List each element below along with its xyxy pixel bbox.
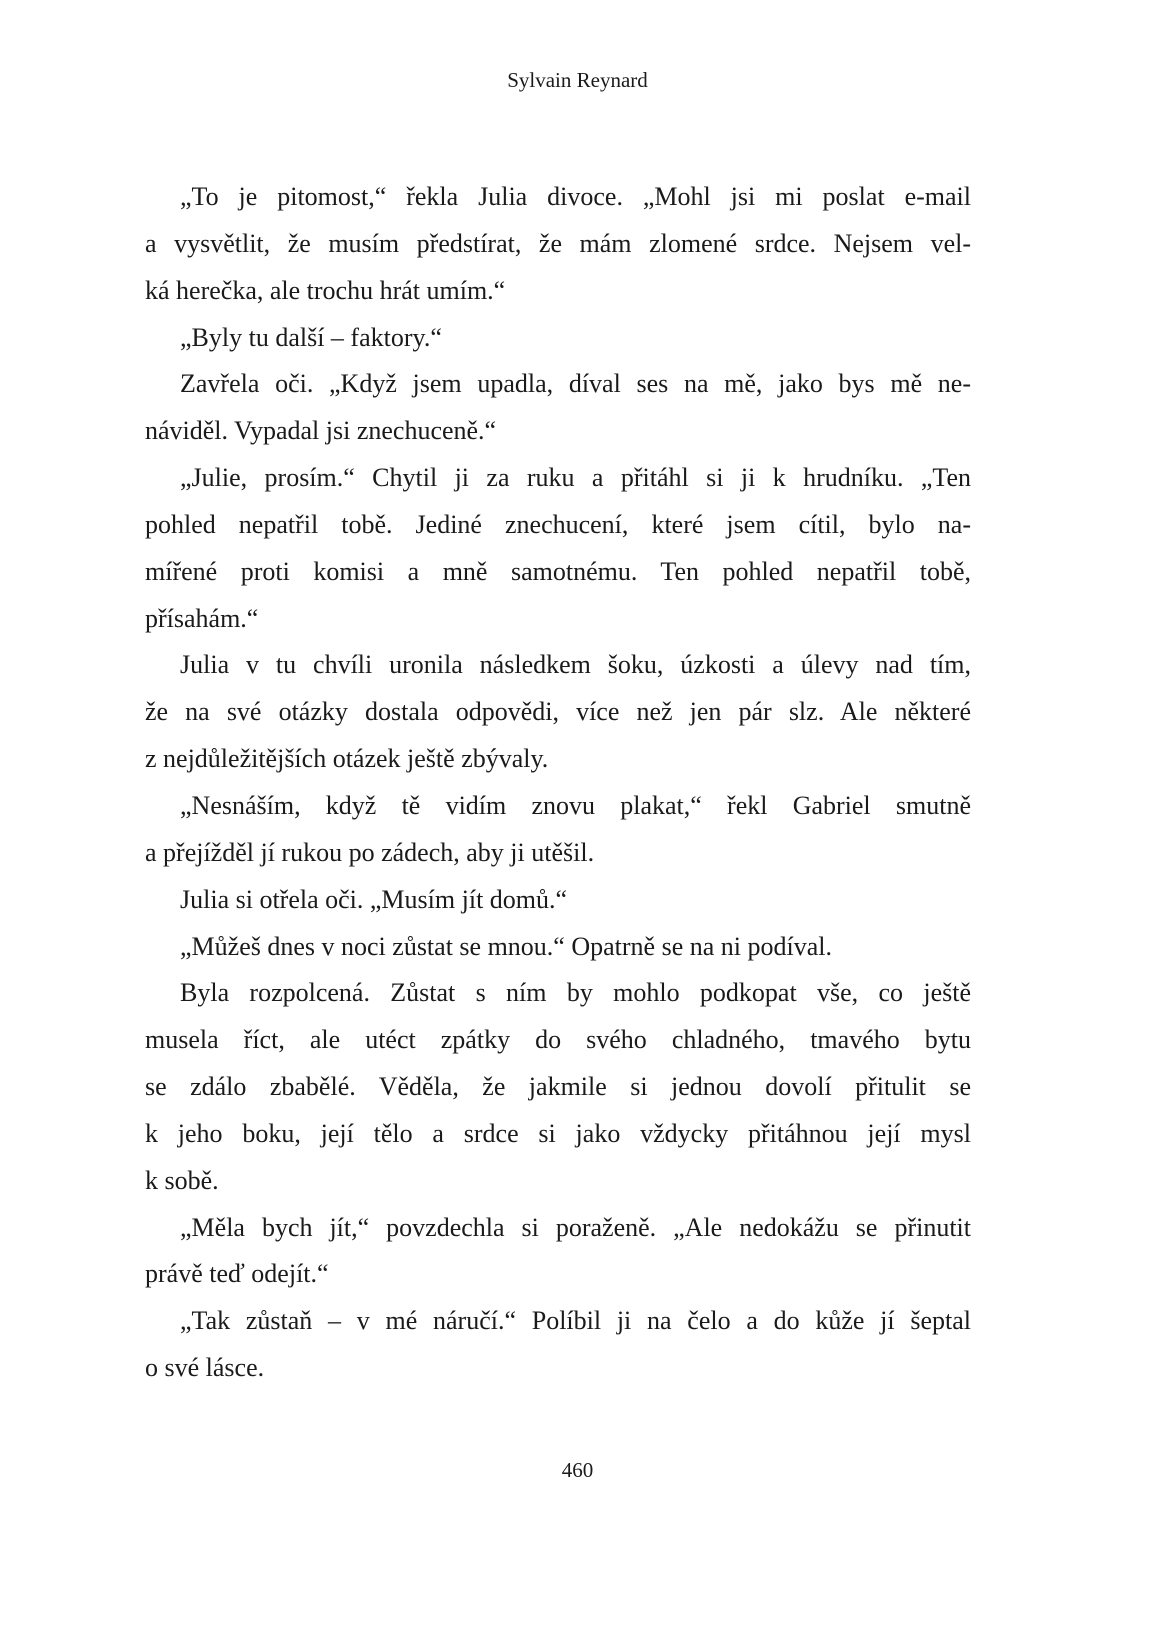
paragraph — [145, 1298, 971, 1392]
paragraph — [145, 877, 971, 924]
text-line: „Nesnáším, když tě vidím znovu plakat,“ řekl Gabriel smutně — [180, 790, 971, 820]
paragraph — [145, 455, 971, 642]
text-line: Julia v tu chvíli uronila následkem šoku, úzkosti a úlevy nad tím, — [180, 650, 971, 680]
paragraph — [145, 924, 971, 971]
paragraph — [145, 783, 971, 877]
text-line: k sobě. — [145, 1165, 219, 1195]
text-line: k jeho boku, její tělo a srdce si jako vždycky přitáhnou její mysl — [145, 1118, 971, 1148]
paragraph — [145, 1205, 971, 1299]
paragraph — [145, 642, 971, 783]
text-line: pohled nepatřil tobě. Jediné znechucení, které jsem cítil, bylo na- — [145, 509, 971, 539]
paragraph — [145, 361, 971, 455]
text-line: „To je pitomost,“ řekla Julia divoce. „Mohl jsi mi poslat e-mail — [180, 182, 971, 211]
text-line: „Byly tu další – faktory.“ — [180, 322, 442, 352]
text-line: přísahám.“ — [145, 603, 259, 633]
text-line: „Měla bych jít,“ povzdechla si poraženě. „Ale nedokážu se přinutit — [180, 1212, 971, 1242]
page-number: 460 — [561, 1458, 594, 1482]
paragraph — [145, 315, 971, 362]
text-line: že na své otázky dostala odpovědi, více než jen pár slz. Ale některé — [145, 697, 971, 727]
body-text — [145, 174, 971, 1392]
text-line: ká herečka, ale trochu hrát umím.“ — [145, 275, 506, 305]
text-line: a přejížděl jí rukou po zádech, aby ji utěšil. — [145, 837, 595, 867]
text-line: náviděl. Vypadal jsi znechuceně.“ — [145, 416, 497, 446]
text-line: z nejdůležitějších otázek ještě zbývaly. — [145, 744, 549, 774]
running-head-author: Sylvain Reynard — [507, 68, 648, 92]
text-line: o své lásce. — [145, 1353, 265, 1383]
text-line: Julia si otřela oči. „Musím jít domů.“ — [180, 884, 568, 914]
paragraph — [145, 970, 971, 1204]
text-line: mířené proti komisi a mně samotnému. Ten pohled nepatřil tobě, — [145, 556, 971, 586]
text-line: Byla rozpolcená. Zůstat s ním by mohlo podkopat vše, co ještě — [180, 978, 971, 1008]
text-line: právě teď odejít.“ — [145, 1259, 329, 1289]
text-line: „Tak zůstaň – v mé náručí.“ Políbil ji na čelo a do kůže jí šeptal — [180, 1306, 971, 1336]
text-line: „Můžeš dnes v noci zůstat se mnou.“ Opatrně se na ni podíval. — [180, 931, 832, 961]
text-line: „Julie, prosím.“ Chytil ji za ruku a přitáhl si ji k hrudníku. „Ten — [180, 463, 971, 493]
text-line: musela říct, ale utéct zpátky do svého chladného, tmavého bytu — [145, 1025, 971, 1055]
text-line: Zavřela oči. „Když jsem upadla, díval ses na mě, jako bys mě ne- — [180, 369, 971, 399]
text-line: se zdálo zbabělé. Věděla, že jakmile si jednou dovolí přitulit se — [145, 1072, 971, 1102]
paragraph — [145, 174, 971, 315]
text-line: a vysvětlit, že musím předstírat, že mám zlomené srdce. Nejsem vel- — [145, 228, 971, 258]
